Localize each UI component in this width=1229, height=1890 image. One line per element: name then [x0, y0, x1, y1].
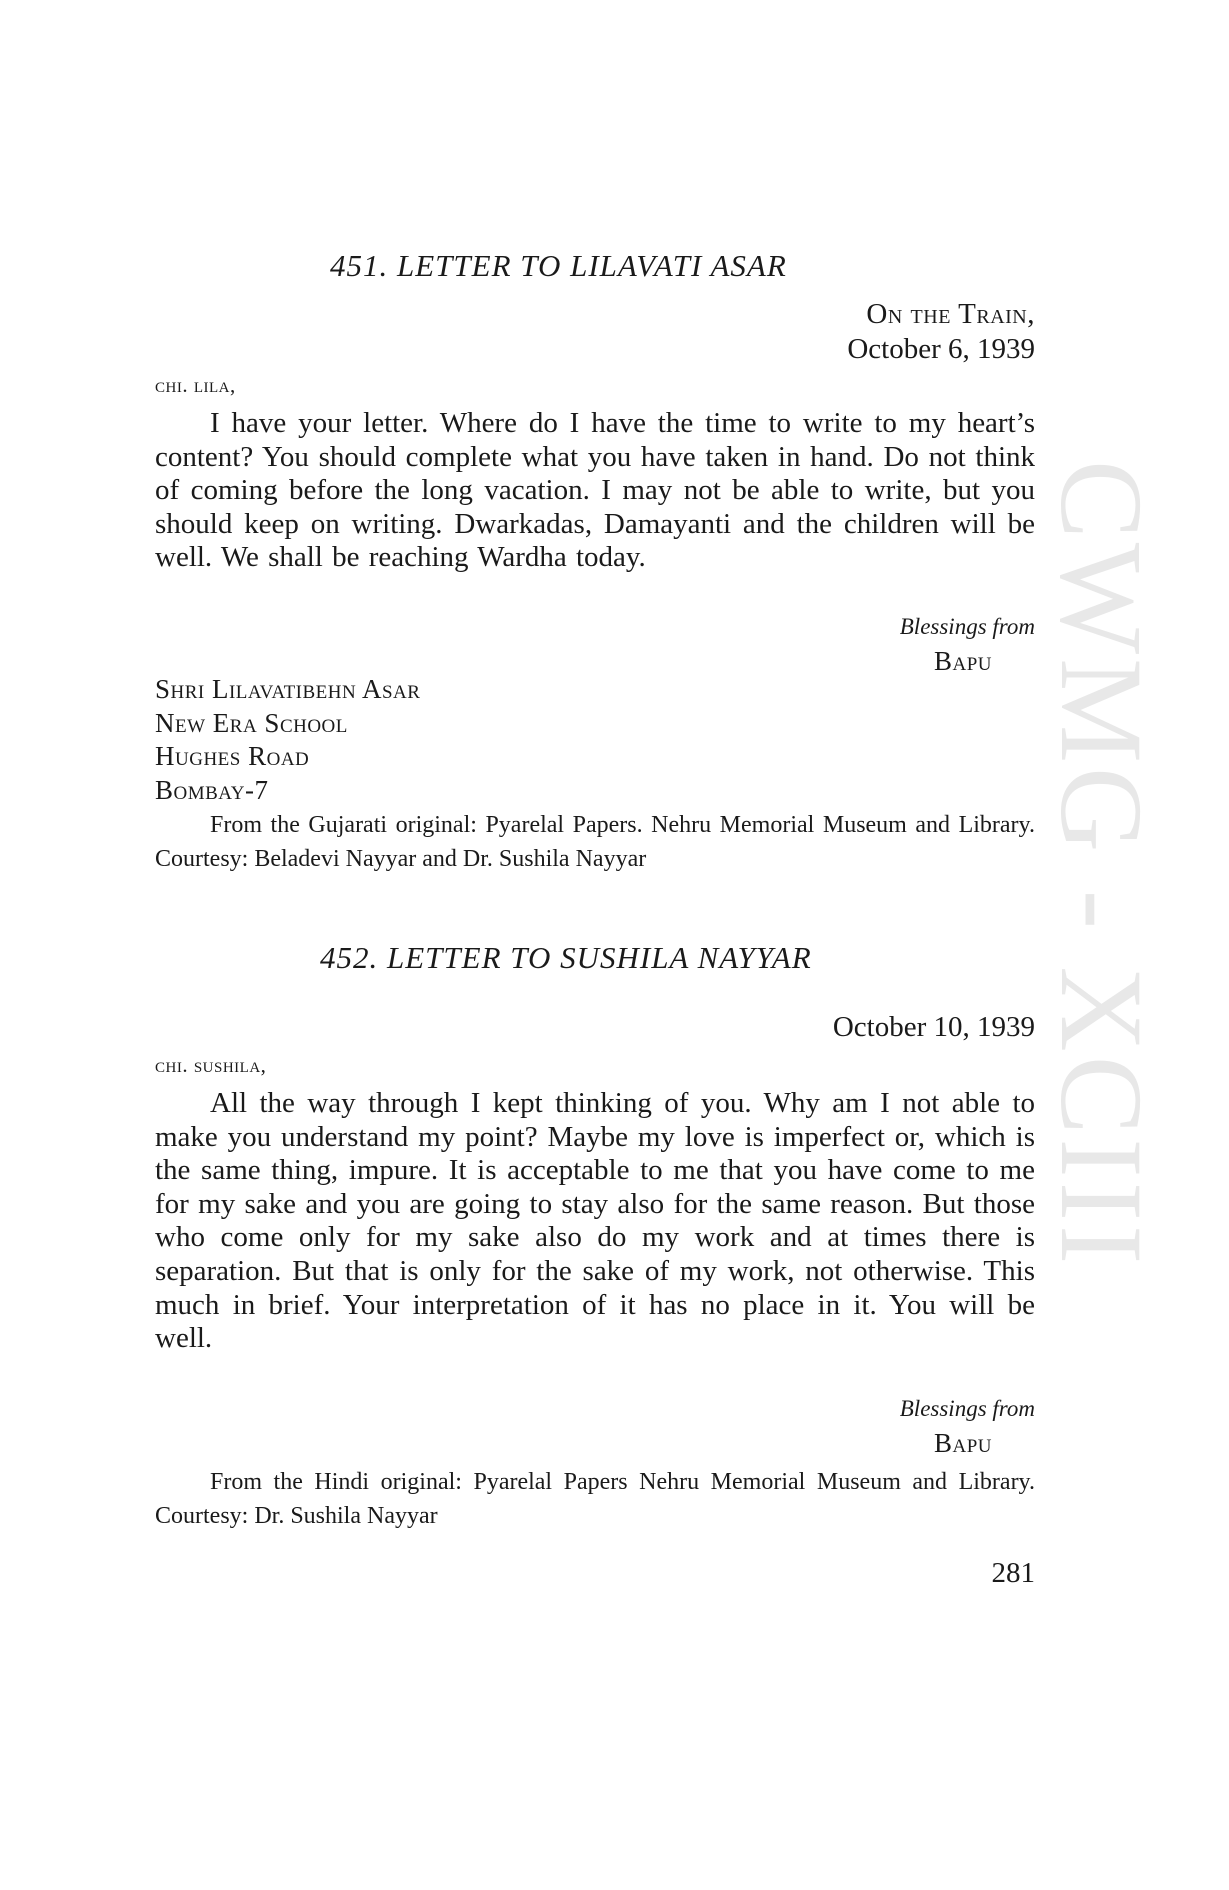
letter-452-body-wrap	[155, 1087, 1035, 1356]
page-number: 281	[991, 1557, 1035, 1589]
letter-closing: Blessings from	[899, 614, 1035, 639]
address-line: New Era School	[155, 707, 348, 738]
address-line: Hughes Road	[155, 741, 310, 771]
letter-452-salutation-wrap	[155, 1053, 1035, 1078]
letter-salutation: chi. sushila,	[155, 1053, 267, 1077]
letter-452-closing	[155, 1396, 1035, 1459]
letter-451-dateline	[155, 297, 1035, 367]
letter-452-source-wrap	[155, 1465, 1035, 1533]
letter-451-closing	[155, 614, 1035, 677]
letter-title: 452. LETTER TO SUSHILA NAYYAR	[320, 940, 812, 975]
letter-date: October 6, 1939	[847, 333, 1035, 365]
letter-451-body-wrap	[155, 407, 1035, 575]
source-note: From the Gujarati original: Pyarelal Papers. Nehru Memorial Museum and Library. Courtesy: Beladevi Nayyar and Dr. Sushila Nayyar	[155, 812, 1035, 872]
letter-signature: Bapu	[933, 646, 992, 676]
letter-451	[155, 248, 1035, 284]
letter-place: On the Train,	[866, 298, 1035, 330]
letter-closing: Blessings from	[899, 1396, 1035, 1421]
letter-title: 451. LETTER TO LILAVATI ASAR	[330, 248, 787, 283]
letter-body: All the way through I kept thinking of you. Why am I not able to make you understand my point? Maybe my love is imperfect or, which is the same thing, impure. It is acceptable to me that you have come to me for my sake and you are going to stay also for the same reason. But those who come only for my sake also do my work and at times there is separation. But that is only for the sake of my work, not otherwise. This much in brief. Your interpretation of it has no place in it. You will be well.	[155, 1087, 1035, 1355]
letter-451-salutation-wrap	[155, 373, 1035, 398]
letter-signature: Bapu	[933, 1428, 992, 1458]
letter-452-dateline	[155, 1010, 1035, 1045]
watermark-text: CWMG - XCIII	[1036, 460, 1167, 1269]
address-line: Bombay-7	[155, 774, 269, 805]
source-note: From the Hindi original: Pyarelal Papers Nehru Memorial Museum and Library. Courtesy: Dr. Sushila Nayyar	[155, 1469, 1035, 1529]
letter-body: I have your letter. Where do I have the time to write to my heart’s content? You should complete what you have taken in hand. Do not think of coming before the long vacation. I may not be able to write, but you should keep on writing. Dwarkadas, Damayanti and the children will be well. We shall be reaching Wardha today.	[155, 407, 1035, 574]
address-line: Shri Lilavatibehn Asar	[155, 674, 421, 704]
letter-salutation: chi. lila,	[155, 373, 236, 397]
watermark	[1036, 460, 1167, 1460]
letter-451-address	[155, 673, 1035, 807]
letter-date: October 10, 1939	[832, 1011, 1035, 1043]
letter-452	[155, 940, 1035, 976]
letter-451-source-wrap	[155, 808, 1035, 876]
